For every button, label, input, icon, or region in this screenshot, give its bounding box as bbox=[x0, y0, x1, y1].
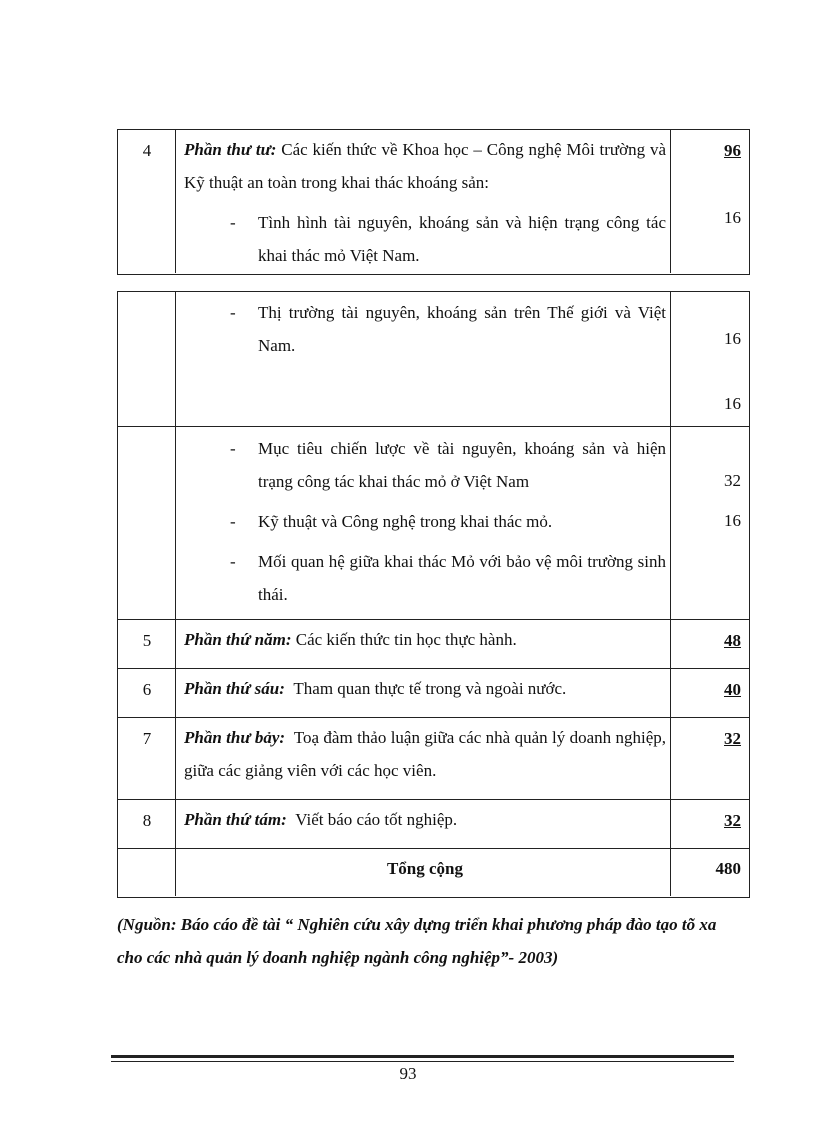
bullet-text: Kỹ thuật và Công nghệ trong khai thác mỏ. bbox=[258, 512, 553, 531]
section-text: Toạ đàm thảo luận giữa các nhà quản lý doanh nghiệp, giữa các giảng viên với các học viên. bbox=[184, 728, 667, 780]
table-row bbox=[118, 130, 749, 273]
total-label: Tổng cộng bbox=[386, 859, 464, 878]
row-content bbox=[184, 623, 666, 656]
row-total: 32 bbox=[724, 729, 741, 748]
bullet-dash: - bbox=[230, 512, 236, 531]
table-row bbox=[118, 669, 749, 718]
bullet-text: Mối quan hệ giữa khai thác Mỏ với bảo vệ môi trường sinh thái. bbox=[258, 552, 666, 604]
list-item bbox=[184, 296, 666, 362]
table-row bbox=[118, 800, 749, 849]
list-item bbox=[184, 432, 666, 498]
list-item bbox=[184, 206, 666, 272]
total-row bbox=[118, 849, 749, 896]
curriculum-table-top bbox=[117, 129, 750, 275]
bullet-dash: - bbox=[230, 439, 236, 458]
section-text: Các kiến thức tin học thực hành. bbox=[295, 630, 517, 649]
row-content bbox=[184, 133, 666, 272]
row-number: 5 bbox=[142, 631, 152, 650]
section-heading: Phần thứ sáu: bbox=[184, 679, 285, 698]
section-heading: Phần thư tư: bbox=[184, 140, 277, 159]
section-text: Viết báo cáo tốt nghiệp. bbox=[295, 810, 458, 829]
row-number: 6 bbox=[142, 680, 152, 699]
bullet-text: Mục tiêu chiến lược về tài nguyên, khoáng sản và hiện trạng công tác khai thác mỏ ở Việt Nam bbox=[258, 439, 666, 491]
row-content bbox=[184, 721, 666, 787]
bullet-text: Tình hình tài nguyên, khoáng sản và hiện trạng công tác khai thác mỏ Việt Nam. bbox=[258, 213, 666, 265]
bullet-dash: - bbox=[230, 213, 236, 232]
bullet-text: Thị trường tài nguyên, khoáng sản trên Thế giới và Việt Nam. bbox=[258, 303, 666, 355]
row-content bbox=[184, 672, 666, 705]
curriculum-table-bottom bbox=[117, 291, 750, 898]
section-text: Các kiến thức về Khoa học – Công nghệ Môi trường và Kỹ thuật an toàn trong khai thác khoáng sản: bbox=[184, 140, 666, 192]
section-heading: Phần thư bảy: bbox=[184, 728, 286, 747]
row-number: 8 bbox=[142, 811, 152, 830]
table-row bbox=[118, 718, 749, 800]
footer-rule-thin bbox=[111, 1061, 734, 1062]
section-heading: Phần thứ tám: bbox=[184, 810, 287, 829]
footer-rule-thick bbox=[111, 1055, 734, 1058]
bullet-value: 16 bbox=[724, 394, 741, 413]
table-row bbox=[118, 620, 749, 669]
page-number: 93 bbox=[399, 1064, 417, 1083]
section-text: Tham quan thực tế trong và ngoài nước. bbox=[293, 679, 567, 698]
section-heading: Phần thứ năm: bbox=[184, 630, 292, 649]
bullet-value: 16 bbox=[724, 511, 741, 530]
bullet-value: 16 bbox=[724, 329, 741, 348]
bullet-value: 16 bbox=[724, 208, 741, 227]
bullet-value: 32 bbox=[724, 471, 741, 490]
row-total: 32 bbox=[724, 811, 741, 830]
row-total: 40 bbox=[724, 680, 741, 699]
row-number: 7 bbox=[142, 729, 152, 748]
row-content bbox=[184, 803, 666, 836]
list-item bbox=[184, 545, 666, 611]
source-citation: (Nguồn: Báo cáo đề tài “ Nghiên cứu xây dựng triển khai phương pháp đào tạo tõ xa cho các nhà quản lý doanh nghiệp ngành công nghiệp”- 2003) bbox=[117, 915, 717, 967]
row-total: 48 bbox=[724, 631, 741, 650]
list-item bbox=[184, 505, 666, 538]
grand-total: 480 bbox=[715, 859, 741, 878]
row-content bbox=[184, 296, 666, 362]
row-number: 4 bbox=[142, 141, 152, 160]
bullet-dash: - bbox=[230, 552, 236, 571]
row-content bbox=[184, 432, 666, 611]
bullet-dash: - bbox=[230, 303, 236, 322]
table-row bbox=[118, 292, 749, 427]
table-row bbox=[118, 427, 749, 620]
row-total: 96 bbox=[724, 141, 741, 160]
